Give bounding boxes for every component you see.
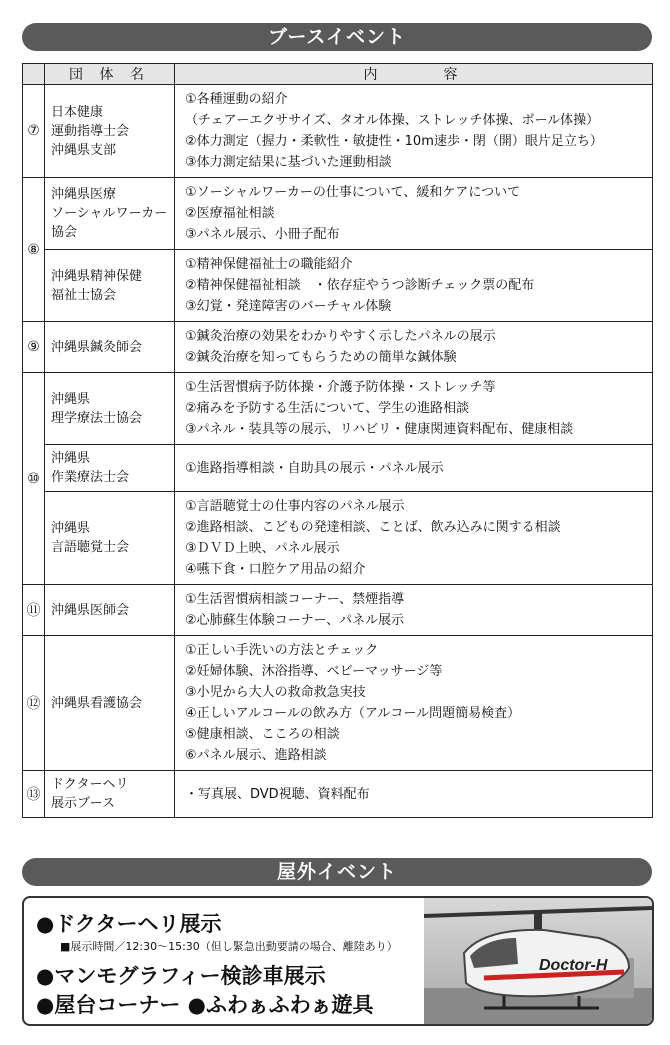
content-line: ③幻覚・発達障害のバーチャル体験 [185, 299, 392, 314]
row-number: ⑪ [23, 585, 45, 636]
content-line: ②心肺蘇生体験コーナー、パネル展示 [185, 613, 405, 628]
organization-cell [45, 85, 175, 178]
content-line: ③小児から大人の救命救急実技 [185, 685, 366, 700]
table-row [23, 771, 653, 818]
row-number: ⑩ [23, 373, 45, 585]
organization-cell [45, 585, 175, 636]
content-cell [175, 322, 653, 373]
content-cell [175, 373, 653, 445]
content-line: ①言語聴覚士の仕事内容のパネル展示 [185, 499, 405, 514]
row-number: ⑫ [23, 636, 45, 771]
organization-name-line: 沖縄県鍼灸師会 [51, 339, 143, 355]
helicopter-illustration [424, 898, 652, 1024]
content-cell [175, 492, 653, 585]
table-row [23, 585, 653, 636]
content-line: ③体力測定結果に基づいた運動相談 [185, 155, 392, 170]
content-line: ①生活習慣病相談コーナー、禁煙指導 [185, 592, 405, 607]
organization-name-line: ソーシャルワーカー [51, 206, 168, 221]
content-line: ⑥パネル展示、進路相談 [185, 748, 327, 763]
organization-name-line: 沖縄県看護協会 [51, 695, 143, 711]
outdoor-events-box [22, 896, 654, 1026]
organization-cell [45, 445, 175, 492]
organization-cell [45, 373, 175, 445]
organization-name-line: 日本健康 [51, 104, 104, 120]
organization-cell [45, 178, 175, 250]
content-line: ③ＤＶＤ上映、パネル展示 [185, 541, 340, 556]
heli-exhibit-time: ■展示時間／12:30～15:30（但し緊急出動要請の場合、離陸あり） [60, 940, 398, 953]
table-row [23, 178, 653, 250]
table-row [23, 445, 653, 492]
content-line: ②鍼灸治療を知ってもらうための簡単な鍼体験 [185, 350, 457, 365]
organization-name-line: 沖縄県 [51, 521, 91, 536]
organization-name-line: 展示ブース [51, 796, 115, 811]
heli-photo-label: Doctor-H [539, 957, 608, 974]
content-line: ③パネル展示、小冊子配布 [185, 227, 340, 242]
mammography-heading: ●マンモグラフィー検診車展示 [36, 964, 326, 988]
content-line: ④嚥下食・口腔ケア用品の紹介 [185, 562, 366, 577]
content-line: ①正しい手洗いの方法とチェック [185, 643, 379, 658]
content-line: ①精神保健福祉士の職能紹介 [185, 257, 353, 272]
table-header-row [23, 64, 653, 85]
content-line: ④正しいアルコールの飲み方（アルコール問題簡易検査） [185, 706, 521, 721]
row-number: ⑬ [23, 771, 45, 818]
content-line: ①進路指導相談・自助具の展示・パネル展示 [185, 460, 444, 476]
booth-events-table [22, 63, 653, 818]
content-cell [175, 445, 653, 492]
organization-name-line: 沖縄県 [51, 451, 91, 466]
table-row [23, 492, 653, 585]
table-row [23, 85, 653, 178]
content-line: ・写真展、DVD視聴、資料配布 [185, 786, 370, 802]
header-org: 団 体 名 [45, 64, 175, 85]
content-line: ①各種運動の紹介 [185, 92, 288, 107]
row-number: ⑦ [23, 85, 45, 178]
content-cell [175, 636, 653, 771]
content-line: ②医療福祉相談 [185, 206, 275, 221]
content-cell [175, 250, 653, 322]
content-line: ②精神保健福祉相談 ・依存症やうつ診断チェック票の配布 [185, 278, 535, 293]
content-line: ⑤健康相談、こころの相談 [185, 727, 340, 742]
content-line: ①鍼灸治療の効果をわかりやすく示したパネルの展示 [185, 329, 496, 344]
content-line: ②妊婦体験、沐浴指導、ベビーマッサージ等 [185, 664, 443, 679]
row-number: ⑧ [23, 178, 45, 322]
organization-name-line: 言語聴覚士会 [51, 540, 130, 555]
content-line: ③パネル・装具等の展示、リハビリ・健康関連資料配布、健康相談 [185, 422, 574, 437]
booth-events-title: ブースイベント [22, 23, 652, 51]
organization-name-line: 運動指導士会 [51, 123, 130, 139]
content-line: ②痛みを予防する生活について、学生の進路相談 [185, 401, 470, 416]
header-blank [23, 64, 45, 85]
heli-exhibit-heading: ●ドクターヘリ展示 [36, 912, 222, 936]
organization-name-line: 沖縄県支部 [51, 142, 117, 158]
content-line: （チェアーエクササイズ、タオル体操、ストレッチ体操、ボール体操） [185, 113, 600, 128]
content-line: ①ソーシャルワーカーの仕事について、緩和ケアについて [185, 185, 521, 200]
organization-name-line: 理学療法士協会 [51, 410, 143, 426]
stalls-heading: ●屋台コーナー ●ふわぁふわぁ遊具 [36, 993, 374, 1017]
organization-cell [45, 250, 175, 322]
organization-name-line: 作業療法士会 [51, 470, 130, 485]
content-cell [175, 585, 653, 636]
table-row [23, 322, 653, 373]
organization-cell [45, 492, 175, 585]
content-cell [175, 85, 653, 178]
helicopter-photo [424, 898, 652, 1024]
organization-name-line: 福祉士協会 [51, 287, 117, 303]
content-line: ②体力測定（握力・柔軟性・敏捷性・10m速歩・閉（開）眼片足立ち） [185, 134, 603, 149]
organization-cell [45, 636, 175, 771]
table-row [23, 636, 653, 771]
content-line: ①生活習慣病予防体操・介護予防体操・ストレッチ等 [185, 380, 496, 395]
organization-name-line: 沖縄県医師会 [51, 602, 130, 618]
header-content: 内 容 [175, 64, 653, 85]
outdoor-events-title: 屋外イベント [22, 858, 652, 886]
organization-name-line: ドクターヘリ [51, 777, 129, 792]
organization-name-line: 沖縄県 [51, 391, 91, 407]
table-row [23, 250, 653, 322]
content-line: ②進路相談、こどもの発達相談、ことば、飲み込みに関する相談 [185, 520, 561, 535]
table-row [23, 373, 653, 445]
organization-cell [45, 771, 175, 818]
organization-name-line: 協会 [51, 225, 78, 240]
organization-name-line: 沖縄県医療 [51, 187, 117, 202]
content-cell [175, 178, 653, 250]
organization-name-line: 沖縄県精神保健 [51, 268, 143, 284]
content-cell [175, 771, 653, 818]
organization-cell [45, 322, 175, 373]
row-number: ⑨ [23, 322, 45, 373]
